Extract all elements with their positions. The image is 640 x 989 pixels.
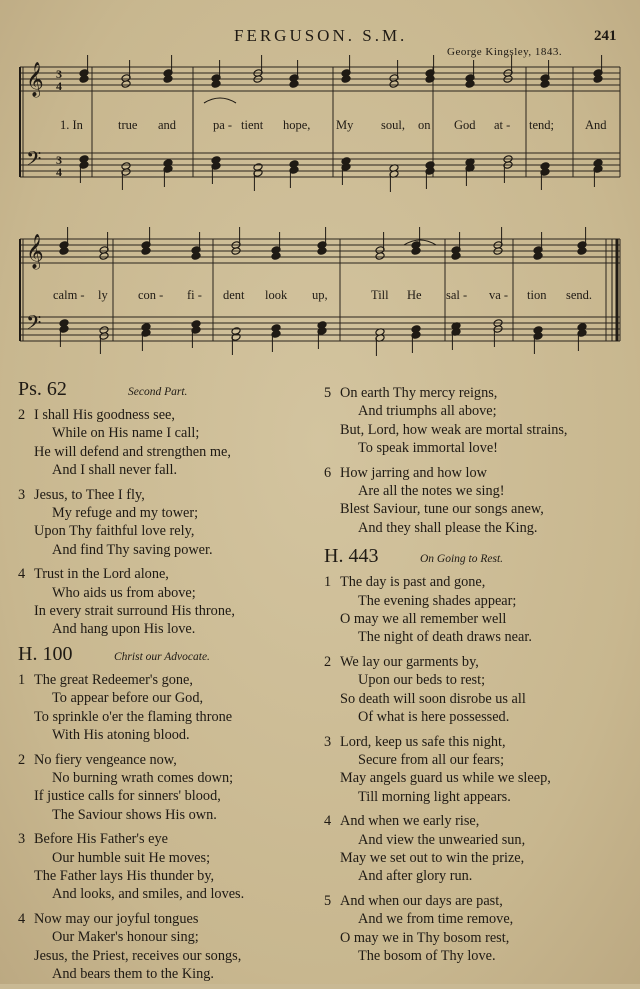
verse-text: The night of death draws near. [358,629,532,646]
lyric-syllable: up, [312,288,328,302]
lyric-syllable: look [265,288,288,302]
verse-text: The bosom of Thy love. [358,947,496,964]
verse-text: Before His Father's eye [34,831,168,848]
quarter-note-head [540,80,550,89]
stanza-number: 2 [18,751,26,768]
stanza-number: 4 [18,566,26,583]
time-signature-bottom: 4 [56,79,62,93]
verse-line [18,965,313,983]
verse-line [324,482,624,500]
lyric-syllable: soul, [381,118,405,132]
hymn-h100-stanzas [18,671,313,984]
quarter-note-head [59,247,69,256]
verse-line [324,910,624,928]
verse-text: He will defend and strengthen me, [34,443,231,460]
quarter-note-head [533,252,543,261]
half-note-head [375,252,385,261]
verse-line [18,751,313,769]
composer-credit: George Kingsley, 1843. [447,46,563,58]
treble-clef: 𝄞 [26,62,44,97]
verse-text: Jesus, to Thee I fly, [34,486,145,503]
stanza [324,464,624,538]
tune-title: FERGUSON. S.M. [234,26,408,45]
quarter-note-head [577,247,587,256]
time-signature-top: 3 [56,67,62,81]
quarter-note-head [317,247,327,256]
treble-clef: 𝄞 [26,234,44,269]
lyric-syllable: con - [138,288,164,302]
verse-text: May angels guard us while we sleep, [340,770,551,787]
verse-line [324,708,624,726]
verse-line [324,947,624,965]
verse-line [18,769,313,787]
lyric-syllable: at - [494,118,511,132]
verse-line [18,671,313,689]
page-header [0,24,640,48]
lyric-syllable: and [158,118,177,132]
verse-line [324,519,624,537]
verse-text: Upon our beds to rest; [358,672,486,689]
verse-line [324,867,624,885]
verse-text: No fiery vengeance now, [34,751,177,768]
stanza [18,671,313,745]
verse-text: May we set out to win the prize, [340,849,525,866]
verse-text: And we from time remove, [358,911,514,928]
left-column [18,378,313,989]
quarter-note-head [411,247,421,256]
quarter-note-head [191,252,201,261]
hymn-title: Christ our Advocate. [114,650,210,663]
verse-text: And hang upon His love. [52,621,196,638]
quarter-note-head [163,75,173,84]
verse-line [18,406,313,424]
verse-text: How jarring and how low [340,464,487,481]
quarter-note-head [465,80,475,89]
verse-text: Are all the notes we sing! [358,483,505,500]
verse-line [324,464,624,482]
verse-line [18,565,313,583]
lyric-syllable: tient [241,118,264,132]
lyric-syllable: 1. In [60,118,83,132]
verse-text: The Saviour shows His own. [52,806,217,823]
stanza-number: 1 [18,671,26,688]
lyric-syllable: tion [527,288,547,302]
stanza [324,812,624,886]
verse-text: If justice calls for sinners' blood, [34,788,221,805]
tie-arc [204,98,236,103]
verse-text: O may we in Thy bosom rest, [340,929,510,946]
verse-line [18,726,313,744]
verse-text: Blest Saviour, tune our songs anew, [340,501,544,518]
verse-text: Our humble suit He moves; [52,849,211,866]
lyric-syllable: God [454,118,476,132]
quarter-note-head [289,80,299,89]
verse-line [324,929,624,947]
lyric-syllable: calm - [53,288,85,302]
quarter-note-head [271,252,281,261]
stanza-number: 2 [18,407,26,423]
lyric-syllable: pa - [213,118,233,132]
verse-line [18,708,313,726]
stanza [324,653,624,727]
verse-line [324,671,624,689]
stanza [324,892,624,966]
verse-line [324,573,624,591]
verse-text: And find Thy saving power. [52,541,213,558]
stanza-number: 3 [18,831,26,848]
quarter-note-head [341,75,351,84]
verse-line [18,541,313,559]
lyric-syllable: tend; [529,118,554,132]
lyric-syllable: fi - [187,288,202,302]
stanza [18,910,313,984]
verse-text: To appear before our God, [52,690,204,707]
hymn-header [18,378,313,406]
verse-line [18,486,313,504]
lyric-syllable: sal - [446,288,468,302]
music-notation [0,55,640,365]
quarter-note-head [211,80,221,89]
verse-text: The day is past and gone, [340,574,486,591]
verse-text: Our Maker's honour sing; [52,929,199,946]
verse-text: And looks, and smiles, and loves. [52,886,245,903]
verse-text: My refuge and my tower; [52,505,199,522]
time-signature-bottom: 4 [56,165,62,179]
verse-text: In every strait surround His throne, [34,603,235,620]
hymn-number: H. 443 [324,545,379,568]
half-note-head [99,252,109,261]
verse-text: And when we early rise, [340,813,480,830]
lyric-syllable: Till [371,288,389,302]
hymn-title: On Going to Rest. [420,553,504,566]
verse-text: The great Redeemer's gone, [34,671,193,688]
lyric-syllable: ly [98,288,108,302]
verse-text: Lord, keep us safe this night, [340,733,506,750]
verse-text: Upon Thy faithful love rely, [34,523,195,540]
lyrics-system-2 [0,288,640,304]
stanza-number: 5 [324,385,332,401]
verse-text: And after glory run. [358,868,473,885]
verse-line [18,584,313,602]
stanza [18,565,313,639]
hymn-ps62-continued-stanzas [324,384,624,537]
verse-line [324,402,624,420]
verse-text: To sprinkle o'er the flaming throne [34,708,233,725]
bass-clef: 𝄢 [26,147,42,175]
stanza [324,384,624,458]
verse-text: But, Lord, how weak are mortal strains, [340,421,568,438]
stanza-number: 3 [324,733,332,750]
hymn-ps62-stanzas [18,406,313,639]
verse-text: Till morning light appears. [358,788,511,805]
time-signature-top: 3 [56,153,62,167]
stanza [18,751,313,825]
verse-line [18,620,313,638]
hymn-number: H. 100 [18,642,73,665]
verse-text: With His atoning blood. [52,727,190,744]
verse-line [324,500,624,518]
half-note-head [121,80,131,89]
lyric-syllable: true [118,118,138,132]
hymn-number: Ps. 62 [18,378,67,400]
verse-line [324,421,624,439]
verse-line [18,849,313,867]
quarter-note-head [593,75,603,84]
verse-text: The Father lays His thunder by, [34,867,215,884]
verse-line [18,424,313,442]
verse-text: To speak immortal love! [358,440,498,457]
lyric-syllable: My [336,118,354,132]
verse-text: And triumphs all above; [358,403,497,420]
verse-line [324,849,624,867]
verse-line [324,892,624,910]
stanza-number: 5 [324,892,332,909]
verse-text: The evening shades appear; [358,592,517,609]
quarter-note-head [451,252,461,261]
verse-line [18,947,313,965]
stanza [18,486,313,560]
verse-line [18,787,313,805]
verse-line [18,443,313,461]
page-number: 241 [594,28,617,44]
right-column [324,384,624,971]
lyrics-system-1 [0,118,640,134]
verse-text: While on His name I call; [52,425,200,442]
verse-line [18,461,313,479]
verse-text: And they shall please the King. [358,519,538,536]
verse-line [18,867,313,885]
lyric-syllable: He [407,288,422,302]
hymn-header [324,545,624,573]
verse-line [324,653,624,671]
verse-line [324,733,624,751]
verse-text: No burning wrath comes down; [52,769,234,786]
verse-line [324,610,624,628]
verse-text: And I shall never fall. [52,462,178,479]
bass-clef: 𝄢 [26,311,42,339]
verse-text: Of what is here possessed. [358,709,510,726]
verse-line [324,751,624,769]
verse-line [18,689,313,707]
verse-line [18,602,313,620]
verse-line [18,522,313,540]
stanza-number: 4 [324,813,332,830]
verse-text: O may we all remember well [340,611,507,628]
verse-line [18,504,313,522]
stanza [18,830,313,904]
verse-text: Secure from all our fears; [358,751,505,768]
verse-line [18,806,313,824]
hymn-title: Second Part. [128,386,188,398]
verse-text: And bears them to the King. [52,965,214,982]
verse-line [324,769,624,787]
lyric-syllable: And [585,118,607,132]
verse-text: And when our days are past, [340,892,503,909]
lyric-syllable: hope, [283,118,311,132]
verse-text: Who aids us from above; [52,584,196,601]
verse-text: On earth Thy mercy reigns, [340,385,498,401]
half-note-head [389,80,399,89]
stanza-number: 4 [18,910,26,927]
verse-line [324,812,624,830]
verse-text: I shall His goodness see, [34,407,175,423]
lyric-syllable: dent [223,288,245,302]
verse-line [18,830,313,848]
verse-text: We lay our garments by, [340,653,479,670]
hymn-header [18,643,313,671]
verse-text: Now may our joyful tongues [34,910,199,927]
stanza-number: 3 [18,486,26,503]
quarter-note-head [141,247,151,256]
verse-text: Jesus, the Priest, receives our songs, [34,947,242,964]
lyric-syllable: va - [489,288,509,302]
verse-line [18,928,313,946]
verse-text: Trust in the Lord alone, [34,566,169,583]
stanza-number: 1 [324,574,332,591]
verse-line [324,788,624,806]
verse-line [324,384,624,402]
verse-line [324,628,624,646]
verse-line [324,439,624,457]
verse-line [324,831,624,849]
stanza [18,406,313,480]
stanza-number: 2 [324,653,332,670]
stanza [324,733,624,807]
hymn-h443-stanzas [324,573,624,965]
lyric-syllable: send. [566,288,593,302]
verse-text: So death will soon disrobe us all [340,690,526,707]
music-score [0,55,640,365]
verse-line [324,592,624,610]
stanza-number: 6 [324,464,332,481]
verse-line [18,910,313,928]
quarter-note-head [79,75,89,84]
stanza [324,573,624,647]
lyric-syllable: on [418,118,431,132]
verse-text: And view the unwearied sun, [358,831,526,848]
verse-line [324,690,624,708]
verse-line [18,885,313,903]
